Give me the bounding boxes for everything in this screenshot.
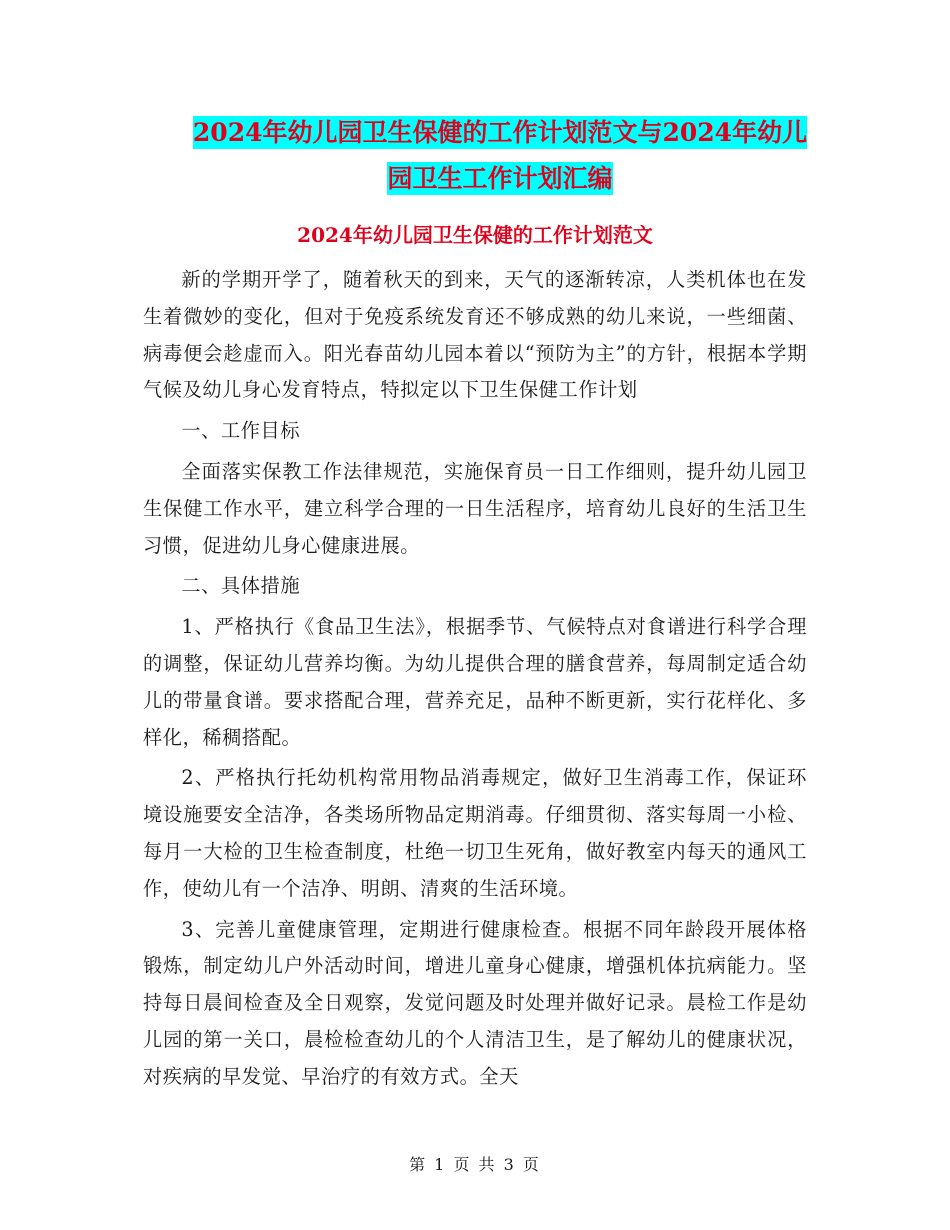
- document-title: [140, 110, 860, 202]
- heading-measures: 二、具体措施: [181, 574, 301, 598]
- paragraph-intro: 新的学期开学了，随着秋天的到来，天气的逐渐转凉，人类机体也在发生着微妙的变化，但对于免疫系统发育还不够成熟的幼儿来说，一些细菌、病毒便会趁虚而入。阳光春苗幼儿园本着以“预防为主”的方针，根据本学期气候及幼儿身心发育特点，特拟定以下卫生保健工作计划: [143, 268, 807, 402]
- paragraph-measure-3: 3、完善儿童健康管理，定期进行健康检查。根据不同年龄段开展体格锻炼，制定幼儿户外活动时间，增进儿童身心健康，增强机体抗病能力。坚持每日晨间检查及全日观察，发觉问题及时处理并做好记录。晨检工作是幼儿园的第一关口，晨检检查幼儿的个人清洁卫生，是了解幼儿的健康状况，对疾病的早发觉、早治疗的有效方式。全天: [143, 917, 807, 1088]
- title-line-1: 2024年幼儿园卫生保健的工作计划范文与2024年幼儿: [192, 118, 808, 147]
- paragraph-goals: 全面落实保教工作法律规范，实施保育员一日工作细则，提升幼儿园卫生保健工作水平，建立科学合理的一日生活程序，培育幼儿良好的生活卫生习惯，促进幼儿身心健康进展。: [143, 459, 807, 557]
- document-body: [143, 262, 807, 1100]
- paragraph-measure-1: 1、严格执行《食品卫生法》，根据季节、气候特点对食谱进行科学合理的调整，保证幼儿营养均衡。为幼儿提供合理的膳食营养，每周制定适合幼儿的带量食谱。要求搭配合理，营养充足，品种不断更新，实行花样化、多样化，稀稠搭配。: [143, 615, 807, 749]
- title-line-2: 园卫生工作计划汇编: [387, 164, 613, 193]
- heading-work-goals: 一、工作目标: [181, 419, 301, 443]
- page-footer: 第 1 页 共 3 页: [409, 1155, 541, 1174]
- section-title: 2024年幼儿园卫生保健的工作计划范文: [297, 223, 653, 247]
- paragraph-measure-2: 2、严格执行托幼机构常用物品消毒规定，做好卫生消毒工作，保证环境设施要安全洁净，各类场所物品定期消毒。仔细贯彻、落实每周一小检、每月一大检的卫生检查制度，杜绝一切卫生死角，做好教室内每天的通风工作，使幼儿有一个洁净、明朗、清爽的生活环境。: [143, 766, 807, 900]
